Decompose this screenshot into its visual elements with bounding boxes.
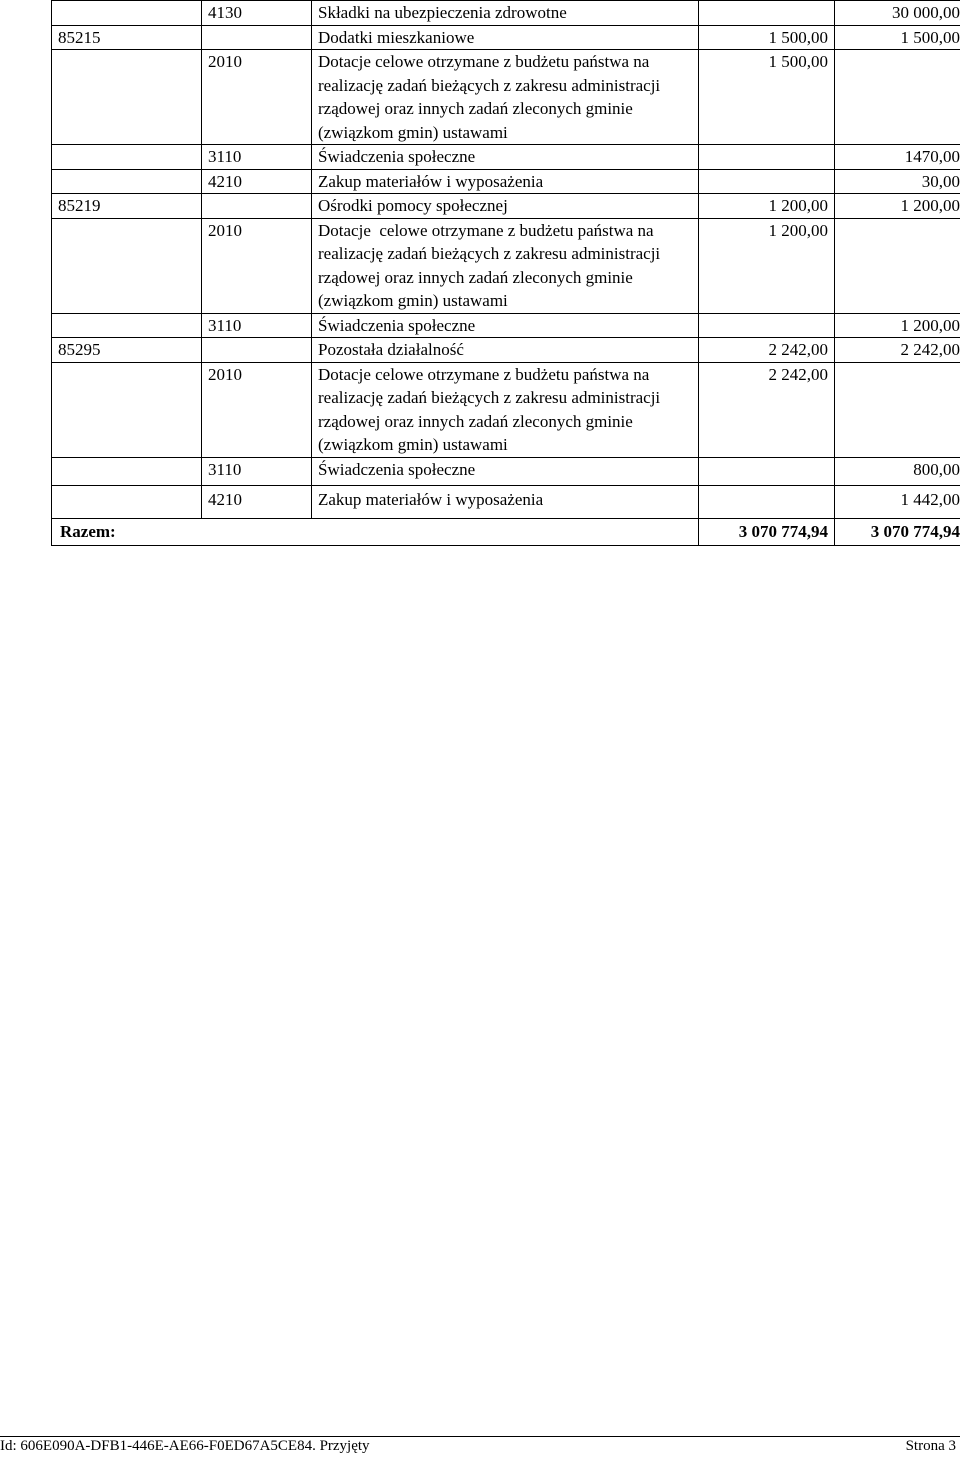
table-row [52,50,960,145]
table-row [52,457,960,486]
table-row [52,145,960,170]
amount-a-cell [699,169,835,194]
paragraf-cell: 4130 [202,1,312,26]
dzial-cell [52,145,202,170]
description-cell: Zakup materiałów i wyposażenia [312,486,699,519]
amount-a-cell [699,313,835,338]
description-cell: Świadczenia społeczne [312,313,699,338]
table-row [52,362,960,457]
document-id-text: Id: 606E090A-DFB1-446E-AE66-F0ED67A5CE84. Przyjęty [0,1438,370,1454]
dzial-cell: 85295 [52,338,202,363]
table-row [52,169,960,194]
table-row [52,313,960,338]
table-row [52,486,960,519]
description-cell: Świadczenia społeczne [312,457,699,486]
table-row [52,338,960,363]
dzial-cell: 85215 [52,25,202,50]
amount-a-cell [699,145,835,170]
total-label: Razem: [52,518,699,546]
paragraf-cell: 2010 [202,50,312,145]
table-row [52,25,960,50]
total-row [52,518,960,546]
amount-b-cell [835,362,960,457]
amount-b-cell: 1 500,00 [835,25,960,50]
paragraf-cell: 3110 [202,313,312,338]
amount-b-cell: 1 442,00 [835,486,960,519]
total-amount-b: 3 070 774,94 [835,518,960,546]
description-cell: Ośrodki pomocy społecznej [312,194,699,219]
amount-a-cell: 1 500,00 [699,50,835,145]
paragraf-cell: 3110 [202,457,312,486]
amount-b-cell: 2 242,00 [835,338,960,363]
table-row [52,1,960,26]
paragraf-cell: 2010 [202,218,312,313]
description-cell: Dotacje celowe otrzymane z budżetu państwa na realizację zadań bieżących z zakresu administracji rządowej oraz innych zadań zleconych gminie (związkom gmin) ustawami [312,362,699,457]
amount-b-cell: 1 200,00 [835,313,960,338]
description-cell: Składki na ubezpieczenia zdrowotne [312,1,699,26]
dzial-cell: 85219 [52,194,202,219]
amount-b-cell: 800,00 [835,457,960,486]
amount-b-cell [835,50,960,145]
dzial-cell [52,457,202,486]
amount-a-cell: 1 500,00 [699,25,835,50]
amount-b-cell: 30 000,00 [835,1,960,26]
dzial-cell [52,1,202,26]
dzial-cell [52,362,202,457]
amount-b-cell: 1470,00 [835,145,960,170]
paragraf-cell [202,338,312,363]
description-cell: Dotacje celowe otrzymane z budżetu państwa na realizację zadań bieżących z zakresu administracji rządowej oraz innych zadań zleconych gminie (związkom gmin) ustawami [312,50,699,145]
description-cell: Pozostała działalność [312,338,699,363]
dzial-cell [52,50,202,145]
description-cell: Dotacje celowe otrzymane z budżetu państwa na realizację zadań bieżących z zakresu administracji rządowej oraz innych zadań zleconych gminie (związkom gmin) ustawami [312,218,699,313]
amount-a-cell [699,1,835,26]
amount-a-cell [699,486,835,519]
amount-a-cell [699,457,835,486]
paragraf-cell [202,25,312,50]
description-cell: Zakup materiałów i wyposażenia [312,169,699,194]
budget-table [51,0,960,546]
total-amount-a: 3 070 774,94 [699,518,835,546]
paragraf-cell: 4210 [202,169,312,194]
table-row [52,218,960,313]
amount-a-cell: 2 242,00 [699,362,835,457]
paragraf-cell: 2010 [202,362,312,457]
footer-divider [0,1436,960,1437]
dzial-cell [52,486,202,519]
description-cell: Dodatki mieszkaniowe [312,25,699,50]
dzial-cell [52,313,202,338]
dzial-cell [52,169,202,194]
dzial-cell [52,218,202,313]
paragraf-cell: 3110 [202,145,312,170]
paragraf-cell: 4210 [202,486,312,519]
amount-b-cell: 30,00 [835,169,960,194]
amount-b-cell: 1 200,00 [835,194,960,219]
paragraf-cell [202,194,312,219]
table-row [52,194,960,219]
amount-a-cell: 1 200,00 [699,194,835,219]
amount-a-cell: 1 200,00 [699,218,835,313]
amount-b-cell [835,218,960,313]
amount-a-cell: 2 242,00 [699,338,835,363]
description-cell: Świadczenia społeczne [312,145,699,170]
page-number: Strona 3 [905,1438,956,1454]
